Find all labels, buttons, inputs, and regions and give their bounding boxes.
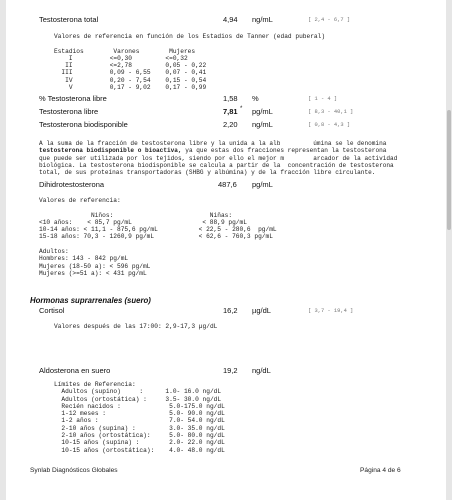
footer-page-number: Página 4 de 6 <box>360 467 401 474</box>
result-unit: pg/mL <box>252 180 273 189</box>
free-testosterone-note <box>39 140 397 176</box>
result-name: % Testosterona libre <box>39 94 107 103</box>
result-value: 7,81 <box>223 107 238 116</box>
result-value: 16,2 <box>223 306 238 315</box>
result-value: 4,94 <box>223 15 238 24</box>
section-title: Hormonas suprarrenales (suero) <box>30 296 151 305</box>
result-name: Dihidrotestosterona <box>39 180 105 189</box>
result-name: Cortisol <box>39 306 65 315</box>
footer-lab-name: Synlab Diagnósticos Globales <box>30 467 118 474</box>
result-unit: ng/dL <box>252 366 271 375</box>
result-name: Testosterona libre <box>39 107 99 116</box>
result-reference-range: [ 2,4 - 6,7 ] <box>308 17 351 23</box>
note-line: total, de sus proteínas transportadoras (SHBG y albúmina) y de la fracción libre circulante. <box>39 169 376 177</box>
scrollbar-track[interactable] <box>446 0 452 500</box>
result-unit: pg/mL <box>252 107 273 116</box>
result-name: Aldosterona en suero <box>39 366 111 375</box>
result-name: Testosterona biodisponible <box>39 120 128 129</box>
result-reference-range: [ 3,7 - 19,4 ] <box>308 308 354 314</box>
cortisol-note: Valores después de las 17:00: 2,9-17,3 µg/dL <box>54 323 218 330</box>
result-name: Testosterona total <box>39 15 99 24</box>
result-unit: ng/mL <box>252 120 273 129</box>
result-unit: ng/mL <box>252 15 273 24</box>
result-reference-range: [ 1 - 4 ] <box>308 96 338 102</box>
note-line: ya que estas dos fracciones representan la testosterona <box>181 147 387 155</box>
result-unit: % <box>252 94 259 103</box>
aldosterone-reference-table: Límites de Referencia: Adultos (supino) : 1.0- 16.0 ng/dL Adultos (ortostática) : 3.5- 30.0 ng/dL Recién nacidos : 5.0-175.0 ng/dL 1-12 meses : 5.0- 90.0 ng/dL 1-2 años : 7.0- 54.0 ng/dL 2-10 años (supina) : 3.0- 35.0 ng/dL 2-10 años (ortostática): 5.0- 80.0 ng/dL 10-15 años (supina) : 2.0- 22.0 ng/dL 10-15 años (ortostática): 4.0- 48.0 ng/dL <box>54 381 225 454</box>
dht-reference-table: Valores de referencia: Niños: Niñas: <10 años: < 85,7 pg/mL < 88,9 pg/mL 10-14 años: < 11,1 - 875,6 pg/mL < 22,5 - 280,6 pg/mL 15-18 años: 70,3 - 1260,9 pg/mL < 62,6 - 760,3 pg/mL Adultos: Hombres: 143 - 842 pg/mL Mujeres (18-50 a): < 596 pg/mL Mujeres (>=51 a): < 431 pg/mL <box>39 197 277 277</box>
scrollbar-thumb[interactable] <box>447 110 451 230</box>
note-line: A la suma de la fracción de testosterona libre y la unida a la alb úmina se le denomina <box>39 140 387 147</box>
left-edge <box>0 0 6 500</box>
result-value: 19,2 <box>223 366 238 375</box>
note-bold-term: testosterona biodisponible o bioactiva, <box>39 147 182 155</box>
note-line: que puede ser utilizada por los tejidos, siendo por ello el mejor m arcador de la actividad <box>39 154 398 162</box>
result-value: 2,20 <box>223 120 238 129</box>
result-value: 487,6 <box>218 180 237 189</box>
result-unit: µg/dL <box>252 306 271 315</box>
result-reference-range: [ 8,3 - 40,1 ] <box>308 109 354 115</box>
note-line: biológica. La testosterona biodisponible se calcula a partir de la concentración de testosterona <box>39 161 394 169</box>
out-of-range-flag: * <box>240 106 243 112</box>
result-value: 1,58 <box>223 94 238 103</box>
tanner-reference-table: Valores de referencia en función de los Estadios de Tanner (edad puberal) Estadios Varones Mujeres I <=0,30 <=0,32 II <=2,78 0,05 - 0,22 III 0,09 - 6,55 0,07 - 0,41 IV 0,20 - 7,54 0,15 - 0,54 V 0,17 - 9,02 0,17 - 0,99 <box>54 33 326 92</box>
result-reference-range: [ 0,8 - 4,3 ] <box>308 122 351 128</box>
